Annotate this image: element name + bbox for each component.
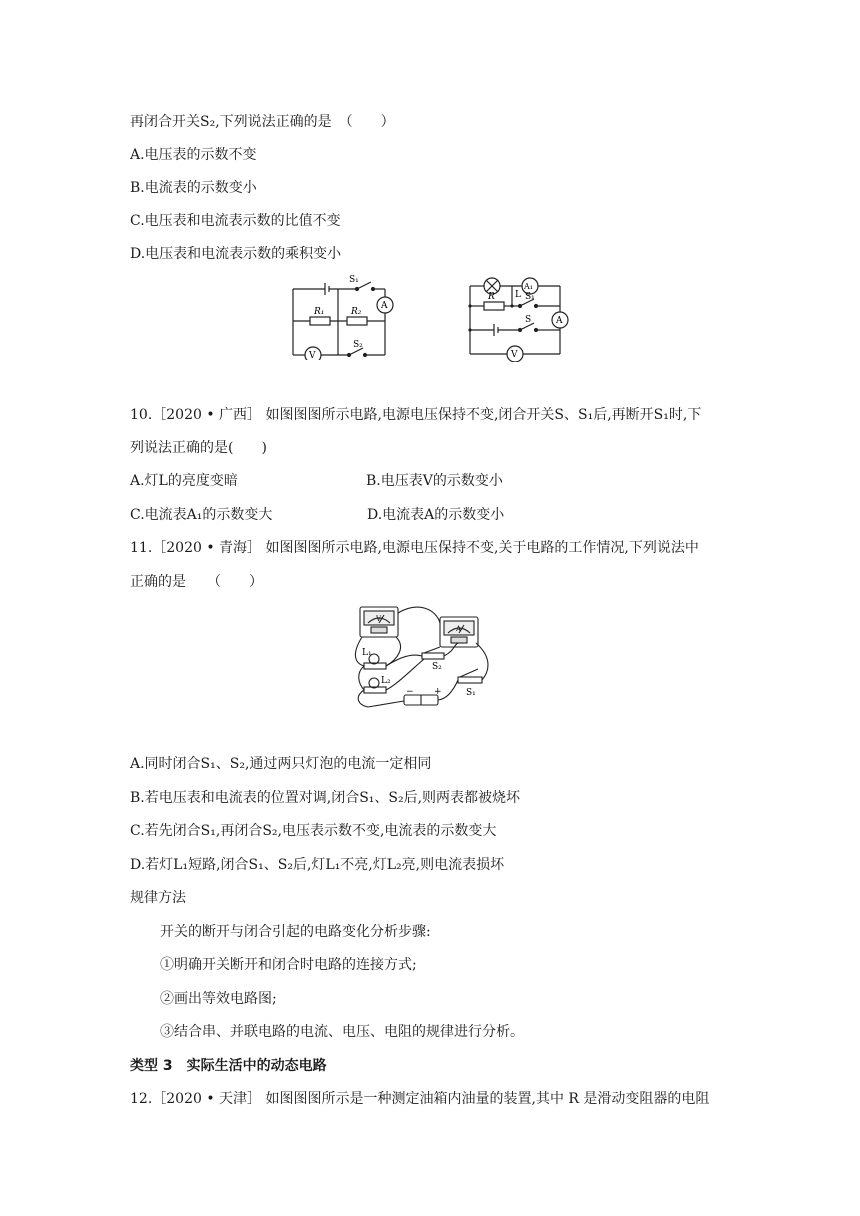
q10-option-d: D.电流表A的示数变小 (367, 507, 505, 523)
q9-option-d: D.电压表和电流表示数的乘积变小 (130, 246, 342, 262)
fig9-r1-label: R₁ (314, 307, 325, 317)
q10-option-c: C.电流表A₁的示数变大 (130, 507, 273, 523)
fig10-voltmeter-label: V (511, 350, 518, 360)
q10-stem-line1: 10.［2020 • 广西］ 如图图图所示电路,电源电压保持不变,闭合开关S、S₁后,再断开S₁时,下 (130, 407, 702, 423)
fig11-s1-label: S₁ (466, 688, 476, 698)
fig11-voltmeter-label: V (376, 615, 382, 623)
q9-option-b: B.电流表的示数变小 (130, 180, 257, 196)
fig9-voltmeter-label: V (309, 351, 316, 360)
fig11-l1-label: L₁ (362, 648, 372, 658)
q11-stem-line1: 11.［2020 • 青海］ 如图图图所示电路,电源电压保持不变,关于电路的工作情况,下列说法中 (130, 540, 699, 556)
q9-circuit-diagram (285, 275, 415, 360)
fig9-ammeter-label: A (381, 301, 388, 311)
fig10-a1-label: A₁ (524, 282, 533, 291)
method-step-3: ③结合串、并联电路的电流、电压、电阻的规律进行分析。 (160, 1024, 524, 1040)
fig10-ammeter-label: A (556, 316, 563, 326)
q11-option-b: B.若电压表和电流表的位置对调,闭合S₁、S₂后,则两表都被烧坏 (130, 790, 521, 806)
q10-option-a: A.灯L的亮度变暗 (130, 473, 238, 489)
q11-option-a: A.同时闭合S₁、S₂,通过两只灯泡的电流一定相同 (130, 756, 432, 772)
q12-stem-line1: 12.［2020 • 天津］ 如图图图所示是一种测定油箱内油量的装置,其中 R 是滑动变阻器的电阻 (130, 1091, 710, 1107)
fig9-s2-label: S₂ (353, 340, 363, 350)
fig10-s-label: S (525, 315, 532, 325)
fig9-s1-label: S₁ (349, 275, 359, 285)
q9-stem: 再闭合开关S₂,下列说法正确的是 （ ） (130, 114, 395, 130)
fig11-s2-label: S₂ (432, 662, 442, 672)
method-step-2: ②画出等效电路图; (160, 991, 277, 1007)
method-intro: 开关的断开与闭合引起的电路变化分析步骤: (160, 924, 431, 940)
q9-option-a: A.电压表的示数不变 (130, 147, 257, 163)
type3-heading: 类型 3 实际生活中的动态电路 (130, 1058, 327, 1074)
method-step-1: ①明确开关断开和闭合时电路的连接方式; (160, 957, 417, 973)
q10-stem-line2: 列说法正确的是( ) (130, 440, 267, 456)
q11-physical-circuit (348, 603, 508, 711)
fig9-r2-label: R₂ (351, 307, 362, 317)
method-title: 规律方法 (130, 890, 186, 906)
q10-circuit-diagram (462, 272, 577, 362)
q9-option-c: C.电压表和电流表示数的比值不变 (130, 213, 341, 229)
fig11-ammeter-label: A (456, 625, 462, 633)
q11-option-c: C.若先闭合S₁,再闭合S₂,电压表示数不变,电流表的示数变大 (130, 823, 497, 839)
q11-stem-line2: 正确的是 （ ） (130, 574, 263, 590)
fig11-battery-minus: − (406, 687, 414, 697)
fig11-battery-plus: + (434, 687, 442, 697)
q11-option-d: D.若灯L₁短路,闭合S₁、S₂后,灯L₁不亮,灯L₂亮,则电流表损坏 (130, 857, 505, 873)
q10-option-b: B.电压表V的示数变小 (366, 473, 503, 489)
fig10-l-label: L (515, 290, 521, 300)
fig11-l2-label: L₂ (381, 676, 391, 686)
fig10-r-label: R (488, 292, 495, 302)
fig10-s1-label: S₁ (525, 292, 535, 302)
